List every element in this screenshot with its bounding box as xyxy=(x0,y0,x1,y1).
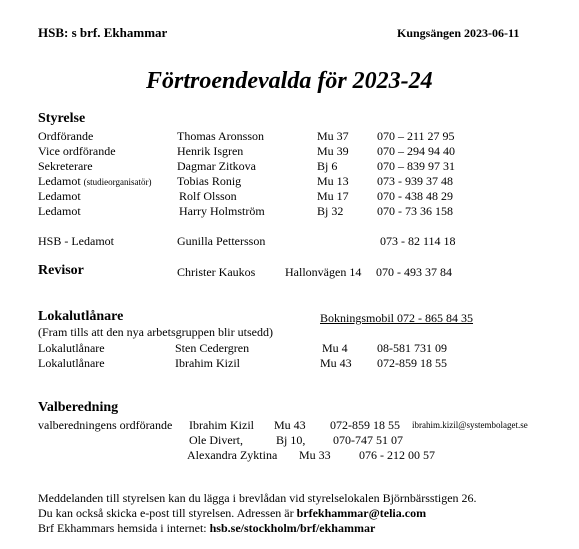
person-name: Ole Divert, xyxy=(189,433,243,447)
footer-line-mailbox: Meddelanden till styrelsen kan du lägga i brevlådan vid styrelselokalen Björnbärsstigen 26. xyxy=(38,491,477,505)
address: Mu 33 xyxy=(299,448,331,462)
person-name: Thomas Aronsson xyxy=(177,129,264,143)
board-email-link[interactable]: brfekhammar@telia.com xyxy=(296,506,427,520)
role: Ledamot xyxy=(38,204,81,218)
footer-line-website xyxy=(38,521,375,536)
phone: 08-581 731 09 xyxy=(377,341,447,355)
phone: 073 - 939 37 48 xyxy=(377,174,453,188)
role: Ordförande xyxy=(38,129,94,143)
address: Mu 17 xyxy=(317,189,349,203)
role-note: (studieorganisatör) xyxy=(83,177,152,187)
person-name: Christer Kaukos xyxy=(177,265,256,279)
person-name: Ibrahim Kizil xyxy=(175,356,240,370)
section-revisor-heading: Revisor xyxy=(38,263,84,278)
role: Vice ordförande xyxy=(38,144,116,158)
footer-line-email xyxy=(38,506,426,521)
page-title: Förtroendevalda för 2023-24 xyxy=(146,68,433,94)
role: HSB - Ledamot xyxy=(38,234,114,248)
address: Bj 10, xyxy=(276,433,306,447)
org-name: HSB: s brf. Ekhammar xyxy=(38,25,168,40)
footer-website-prefix: Brf Ekhammars hemsida i internet: xyxy=(38,521,210,535)
lokal-note: (Fram tills att den nya arbetsgruppen blir utsedd) xyxy=(38,325,273,339)
person-name: Harry Holmström xyxy=(179,204,265,218)
phone: 072-859 18 55 xyxy=(330,418,400,432)
role: valberedningens ordförande xyxy=(38,418,173,432)
phone: 073 - 82 114 18 xyxy=(380,234,456,248)
phone: 070 – 839 97 31 xyxy=(377,159,455,173)
email: ibrahim.kizil@systembolaget.se xyxy=(412,420,528,430)
address: Mu 39 xyxy=(317,144,349,158)
place-date: Kungsängen 2023-06-11 xyxy=(397,26,520,40)
role xyxy=(38,174,151,189)
role: Ledamot xyxy=(38,189,81,203)
person-name: Gunilla Pettersson xyxy=(177,234,266,248)
phone: 070 – 294 94 40 xyxy=(377,144,455,158)
phone: 070 - 493 37 84 xyxy=(376,265,452,279)
phone: 076 - 212 00 57 xyxy=(359,448,435,462)
section-lokal-heading: Lokalutlånare xyxy=(38,309,124,324)
address: Hallonvägen 14 xyxy=(285,265,362,279)
person-name: Tobias Ronig xyxy=(177,174,242,188)
phone: 070-747 51 07 xyxy=(333,433,403,447)
role-text: Ledamot xyxy=(38,174,81,188)
address: Bj 32 xyxy=(317,204,344,218)
phone: 070 - 438 48 29 xyxy=(377,189,453,203)
phone: 072-859 18 55 xyxy=(377,356,447,370)
address: Mu 13 xyxy=(317,174,349,188)
address: Mu 43 xyxy=(274,418,306,432)
person-name: Alexandra Zyktina xyxy=(187,448,278,462)
footer-email-prefix: Du kan också skicka e-post till styrelsen. Adressen är xyxy=(38,506,297,520)
section-styrelse-heading: Styrelse xyxy=(38,111,86,126)
phone: 070 – 211 27 95 xyxy=(377,129,455,143)
booking-phone: Bokningsmobil 072 - 865 84 35 xyxy=(320,311,474,325)
address: Mu 37 xyxy=(317,129,349,143)
role: Sekreterare xyxy=(38,159,93,173)
role: Lokalutlånare xyxy=(38,341,105,355)
person-name: Henrik Isgren xyxy=(177,144,244,158)
phone: 070 - 73 36 158 xyxy=(377,204,453,218)
address: Mu 4 xyxy=(322,341,348,355)
website-link[interactable]: hsb.se/stockholm/brf/ekhammar xyxy=(209,521,376,535)
address: Bj 6 xyxy=(317,159,338,173)
person-name: Ibrahim Kizil xyxy=(189,418,254,432)
person-name: Rolf Olsson xyxy=(179,189,237,203)
section-valberedning-heading: Valberedning xyxy=(38,400,119,415)
person-name: Sten Cedergren xyxy=(175,341,250,355)
role: Lokalutlånare xyxy=(38,356,105,370)
address: Mu 43 xyxy=(320,356,352,370)
person-name: Dagmar Zitkova xyxy=(177,159,256,173)
